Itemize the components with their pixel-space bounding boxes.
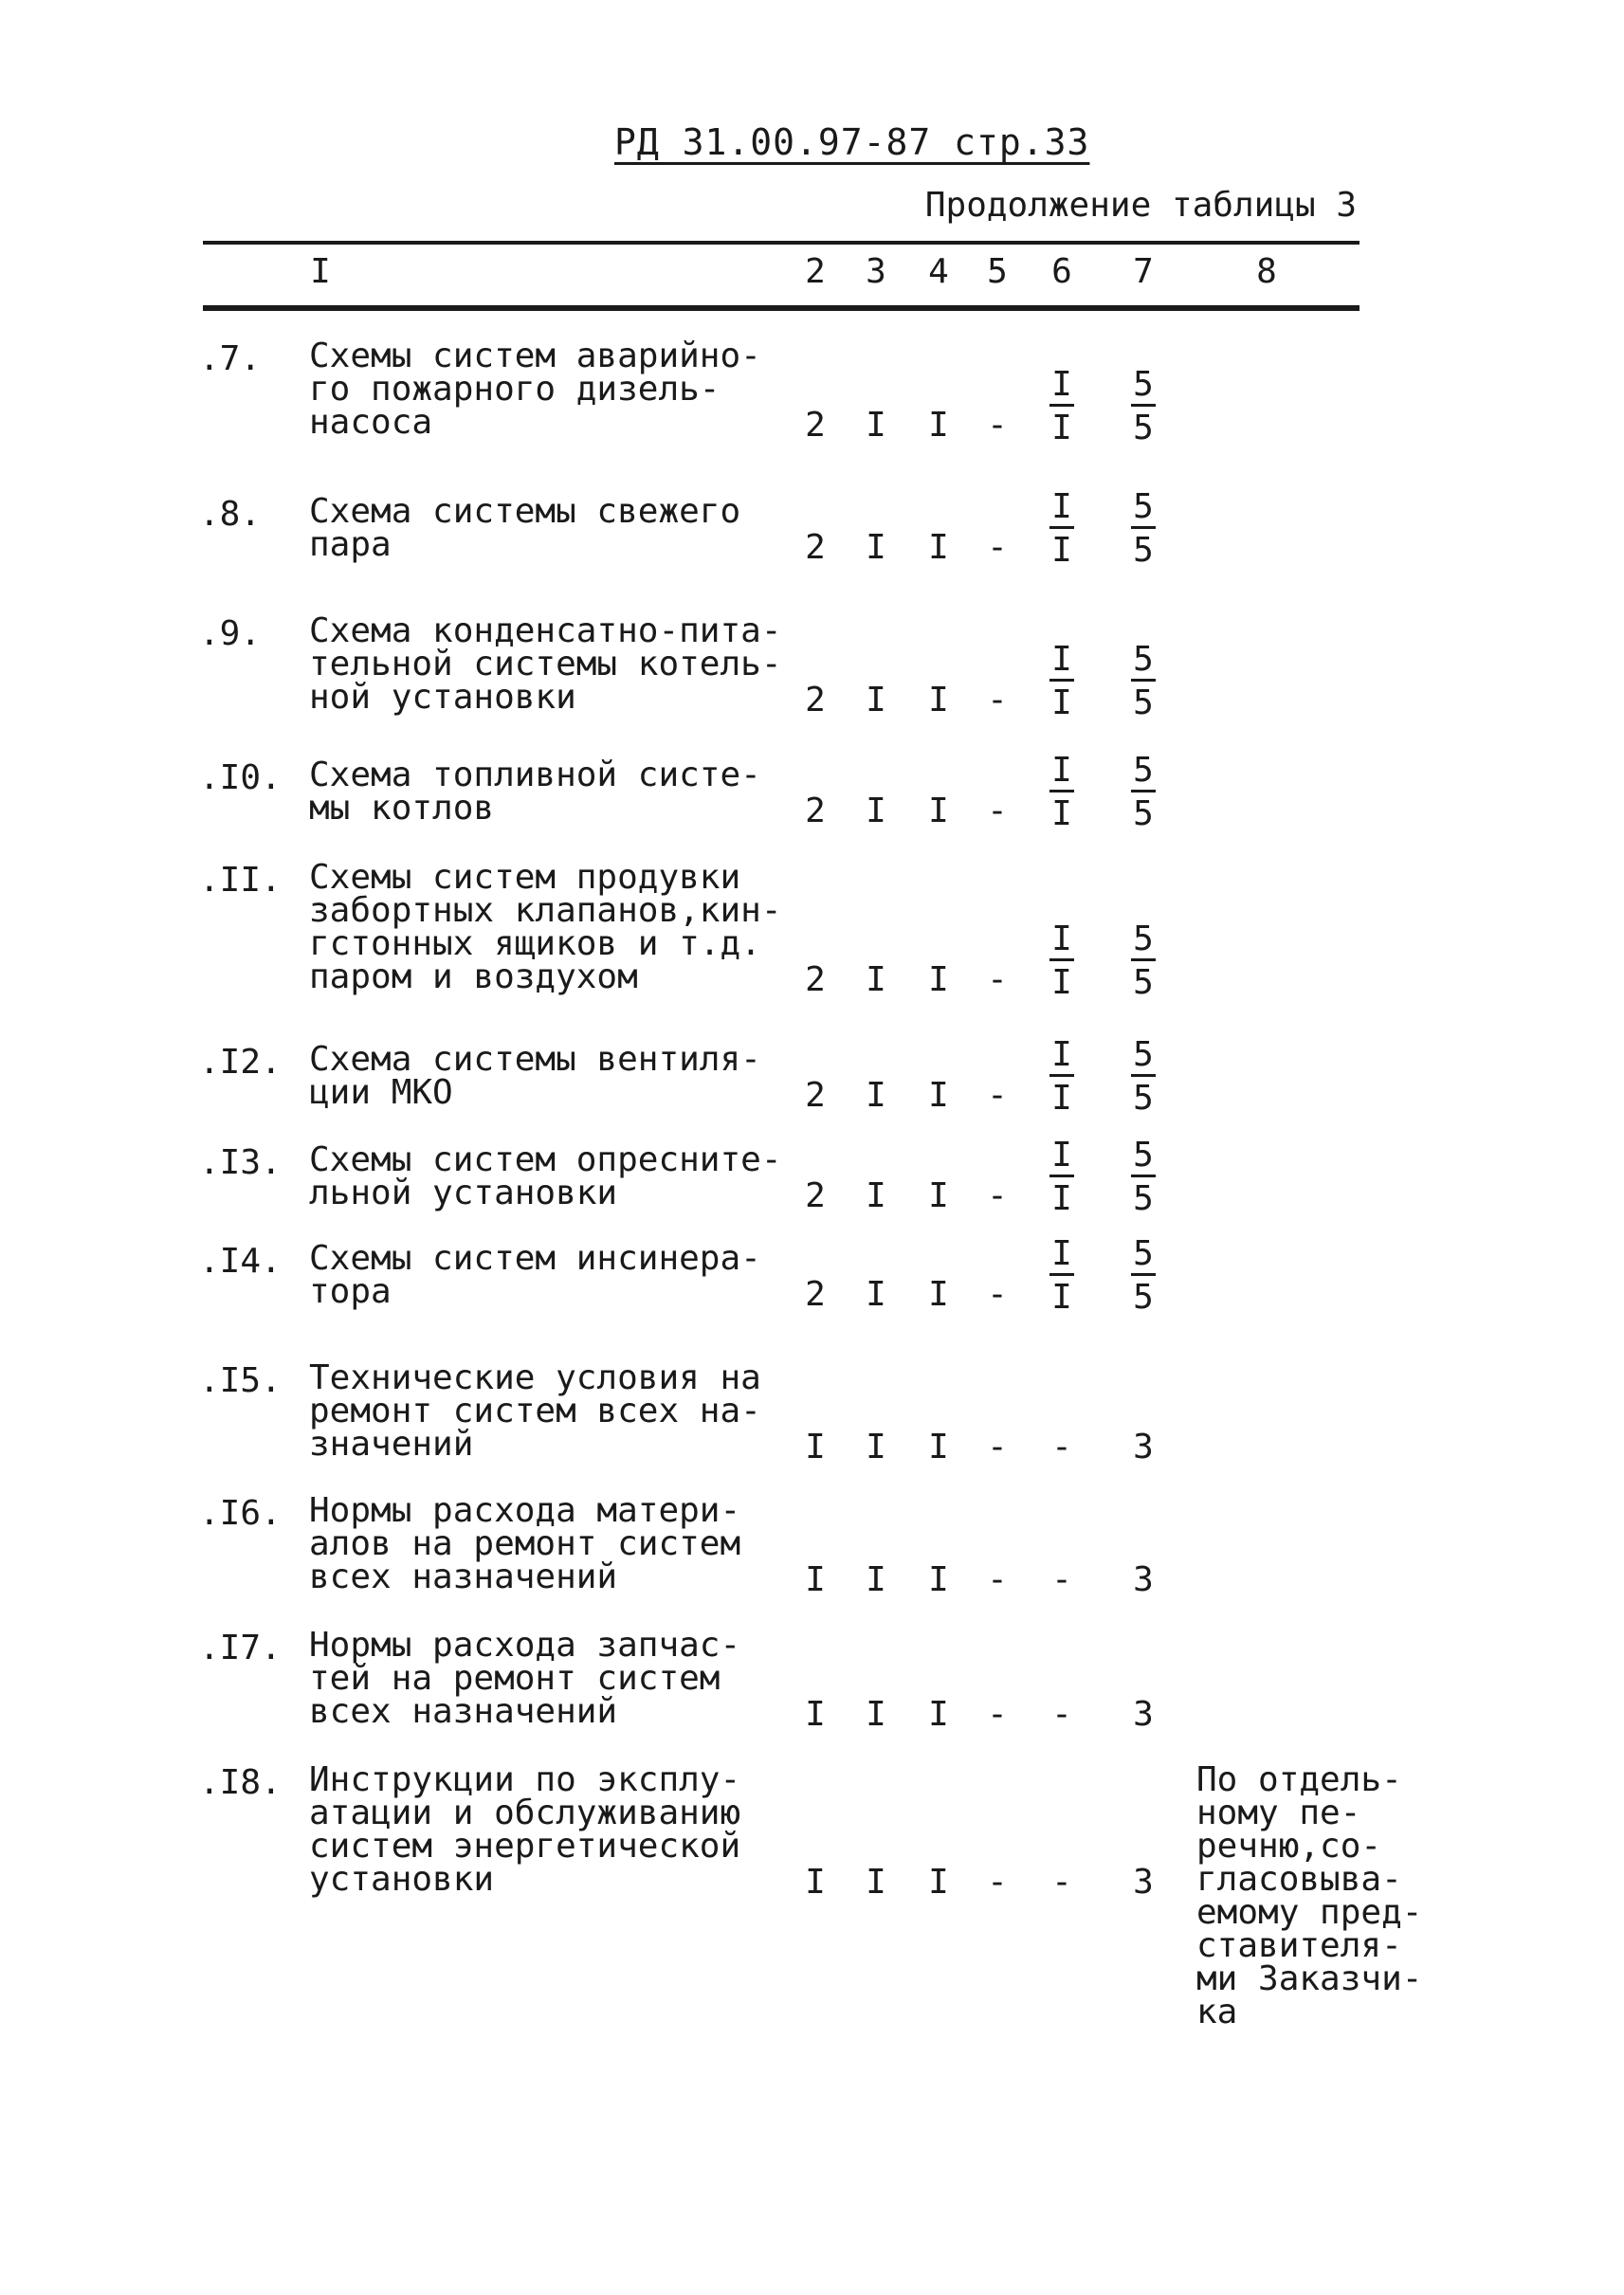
row-description: Схемы систем опресните- льной установки [309, 1140, 782, 1212]
column-header: 3 [866, 252, 886, 291]
row-note: По отдель- ному пе- речню,со- гласовыва- емому пред- ставителя- ми Заказчи- ка [1196, 1760, 1423, 2031]
row-number: .8. [199, 495, 262, 534]
fraction-denominator: 5 [1133, 1278, 1154, 1317]
fraction-col-6 [1033, 1133, 1090, 1220]
fraction-numerator: I [1049, 920, 1074, 961]
fraction-numerator: 5 [1131, 641, 1156, 682]
fraction-col-7 [1115, 1231, 1172, 1319]
fraction-denominator: 5 [1133, 683, 1154, 722]
cell-col-4: I [928, 1176, 949, 1215]
row-number: .II. [199, 861, 282, 900]
fraction-numerator: 5 [1131, 920, 1156, 961]
row-description: Схемы систем продувки забортных клапанов,кин- гстонных ящиков и т.д. паром и воздухом [309, 858, 782, 996]
cell-col-2: I [805, 1428, 826, 1466]
cell-col-6: - [1051, 1560, 1072, 1599]
fraction-denominator: 5 [1133, 1179, 1154, 1218]
fraction-col-7 [1115, 748, 1172, 835]
cell-col-6: - [1051, 1863, 1072, 1902]
cell-col-4: I [928, 792, 949, 830]
cell-col-7: 3 [1133, 1695, 1154, 1734]
cell-col-4: I [928, 1863, 949, 1902]
fraction-col-6 [1033, 484, 1090, 572]
fraction-numerator: 5 [1131, 488, 1156, 529]
document-code-header: РД 31.00.97-87 стр.33 [614, 121, 1090, 163]
fraction-col-7 [1115, 1133, 1172, 1220]
row-number: .9. [199, 614, 262, 653]
fraction-numerator: I [1049, 488, 1074, 529]
row-number: .I0. [199, 758, 282, 797]
column-header: 8 [1256, 252, 1277, 291]
cell-col-7: 3 [1133, 1428, 1154, 1466]
cell-col-5: - [987, 406, 1008, 445]
fraction-numerator: I [1049, 366, 1074, 407]
cell-col-2: 2 [805, 792, 826, 830]
cell-col-4: I [928, 1076, 949, 1115]
table-header-rule [203, 305, 1359, 311]
cell-col-7: 3 [1133, 1560, 1154, 1599]
row-number: .I3. [199, 1143, 282, 1182]
fraction-col-7 [1115, 362, 1172, 449]
fraction-denominator: I [1051, 531, 1072, 570]
cell-col-4: I [928, 528, 949, 567]
cell-col-5: - [987, 1176, 1008, 1215]
cell-col-3: I [866, 1695, 886, 1734]
fraction-denominator: I [1051, 409, 1072, 447]
fraction-numerator: I [1049, 1137, 1074, 1177]
fraction-denominator: I [1051, 1278, 1072, 1317]
row-number: .I2. [199, 1043, 282, 1082]
cell-col-4: I [928, 960, 949, 999]
cell-col-3: I [866, 1428, 886, 1466]
column-header: 5 [987, 252, 1008, 291]
cell-col-3: I [866, 1176, 886, 1215]
cell-col-4: I [928, 681, 949, 719]
fraction-numerator: 5 [1131, 1137, 1156, 1177]
row-number: .I5. [199, 1361, 282, 1400]
cell-col-4: I [928, 1560, 949, 1599]
cell-col-3: I [866, 1560, 886, 1599]
cell-col-3: I [866, 1863, 886, 1902]
row-description: Схемы систем инсинера- тора [309, 1239, 761, 1311]
column-number-row [0, 252, 1624, 300]
column-header: I [310, 252, 331, 291]
row-description: Схема конденсатно-пита- тельной системы котель- ной установки [309, 611, 782, 717]
row-description: Схема системы вентиля- ции МКО [309, 1040, 761, 1112]
cell-col-7: 3 [1133, 1863, 1154, 1902]
fraction-numerator: 5 [1131, 1036, 1156, 1077]
cell-col-5: - [987, 792, 1008, 830]
fraction-col-6 [1033, 637, 1090, 724]
cell-col-4: I [928, 406, 949, 445]
cell-col-4: I [928, 1695, 949, 1734]
fraction-numerator: I [1049, 1235, 1074, 1276]
row-description: Схема топливной систе- мы котлов [309, 756, 761, 828]
cell-col-3: I [866, 1275, 886, 1314]
cell-col-3: I [866, 1076, 886, 1115]
cell-col-4: I [928, 1275, 949, 1314]
cell-col-5: - [987, 528, 1008, 567]
cell-col-5: - [987, 1863, 1008, 1902]
cell-col-5: - [987, 1560, 1008, 1599]
row-description: Схемы систем аварийно- го пожарного дизель- насоса [309, 337, 761, 442]
cell-col-5: - [987, 1695, 1008, 1734]
fraction-col-6 [1033, 1032, 1090, 1120]
cell-col-2: 2 [805, 1275, 826, 1314]
row-number: .7. [199, 339, 262, 378]
cell-col-5: - [987, 681, 1008, 719]
row-number: .I7. [199, 1629, 282, 1667]
cell-col-2: 2 [805, 960, 826, 999]
fraction-denominator: I [1051, 1079, 1072, 1118]
row-number: .I6. [199, 1494, 282, 1533]
fraction-denominator: I [1051, 794, 1072, 833]
cell-col-3: I [866, 406, 886, 445]
fraction-denominator: 5 [1133, 794, 1154, 833]
cell-col-2: I [805, 1863, 826, 1902]
fraction-col-6 [1033, 1231, 1090, 1319]
fraction-numerator: 5 [1131, 366, 1156, 407]
column-header: 4 [928, 252, 949, 291]
column-header: 7 [1133, 252, 1154, 291]
cell-col-3: I [866, 681, 886, 719]
cell-col-2: 2 [805, 681, 826, 719]
fraction-col-7 [1115, 637, 1172, 724]
fraction-col-6 [1033, 917, 1090, 1004]
fraction-denominator: 5 [1133, 531, 1154, 570]
cell-col-2: 2 [805, 1176, 826, 1215]
row-description: Инструкции по эксплу- атации и обслуживанию систем энергетической установки [309, 1760, 741, 1899]
cell-col-2: I [805, 1560, 826, 1599]
fraction-denominator: 5 [1133, 963, 1154, 1002]
cell-col-5: - [987, 1076, 1008, 1115]
table-top-rule [203, 241, 1359, 245]
cell-col-5: - [987, 960, 1008, 999]
fraction-denominator: 5 [1133, 1079, 1154, 1118]
fraction-denominator: I [1051, 963, 1072, 1002]
cell-col-6: - [1051, 1695, 1072, 1734]
cell-col-3: I [866, 528, 886, 567]
fraction-numerator: 5 [1131, 752, 1156, 792]
fraction-col-6 [1033, 362, 1090, 449]
fraction-col-6 [1033, 748, 1090, 835]
fraction-denominator: I [1051, 1179, 1072, 1218]
row-number: .I4. [199, 1242, 282, 1281]
cell-col-5: - [987, 1275, 1008, 1314]
fraction-numerator: I [1049, 752, 1074, 792]
fraction-numerator: I [1049, 641, 1074, 682]
fraction-numerator: 5 [1131, 1235, 1156, 1276]
cell-col-2: I [805, 1695, 826, 1734]
column-header: 2 [805, 252, 826, 291]
row-description: Нормы расхода матери- алов на ремонт систем всех назначений [309, 1491, 741, 1596]
fraction-denominator: I [1051, 683, 1072, 722]
fraction-col-7 [1115, 917, 1172, 1004]
cell-col-6: - [1051, 1428, 1072, 1466]
row-description: Нормы расхода запчас- тей на ремонт систем всех назначений [309, 1626, 741, 1731]
fraction-denominator: 5 [1133, 409, 1154, 447]
cell-col-5: - [987, 1428, 1008, 1466]
cell-col-2: 2 [805, 1076, 826, 1115]
table-continuation-label: Продолжение таблицы 3 [924, 186, 1357, 225]
row-description: Схема системы свежего пара [309, 492, 741, 564]
cell-col-2: 2 [805, 528, 826, 567]
row-description: Технические условия на ремонт систем всех на- значений [309, 1358, 761, 1464]
cell-col-3: I [866, 792, 886, 830]
cell-col-3: I [866, 960, 886, 999]
fraction-col-7 [1115, 484, 1172, 572]
fraction-col-7 [1115, 1032, 1172, 1120]
column-header: 6 [1051, 252, 1072, 291]
cell-col-2: 2 [805, 406, 826, 445]
fraction-numerator: I [1049, 1036, 1074, 1077]
row-number: .I8. [199, 1763, 282, 1802]
cell-col-4: I [928, 1428, 949, 1466]
